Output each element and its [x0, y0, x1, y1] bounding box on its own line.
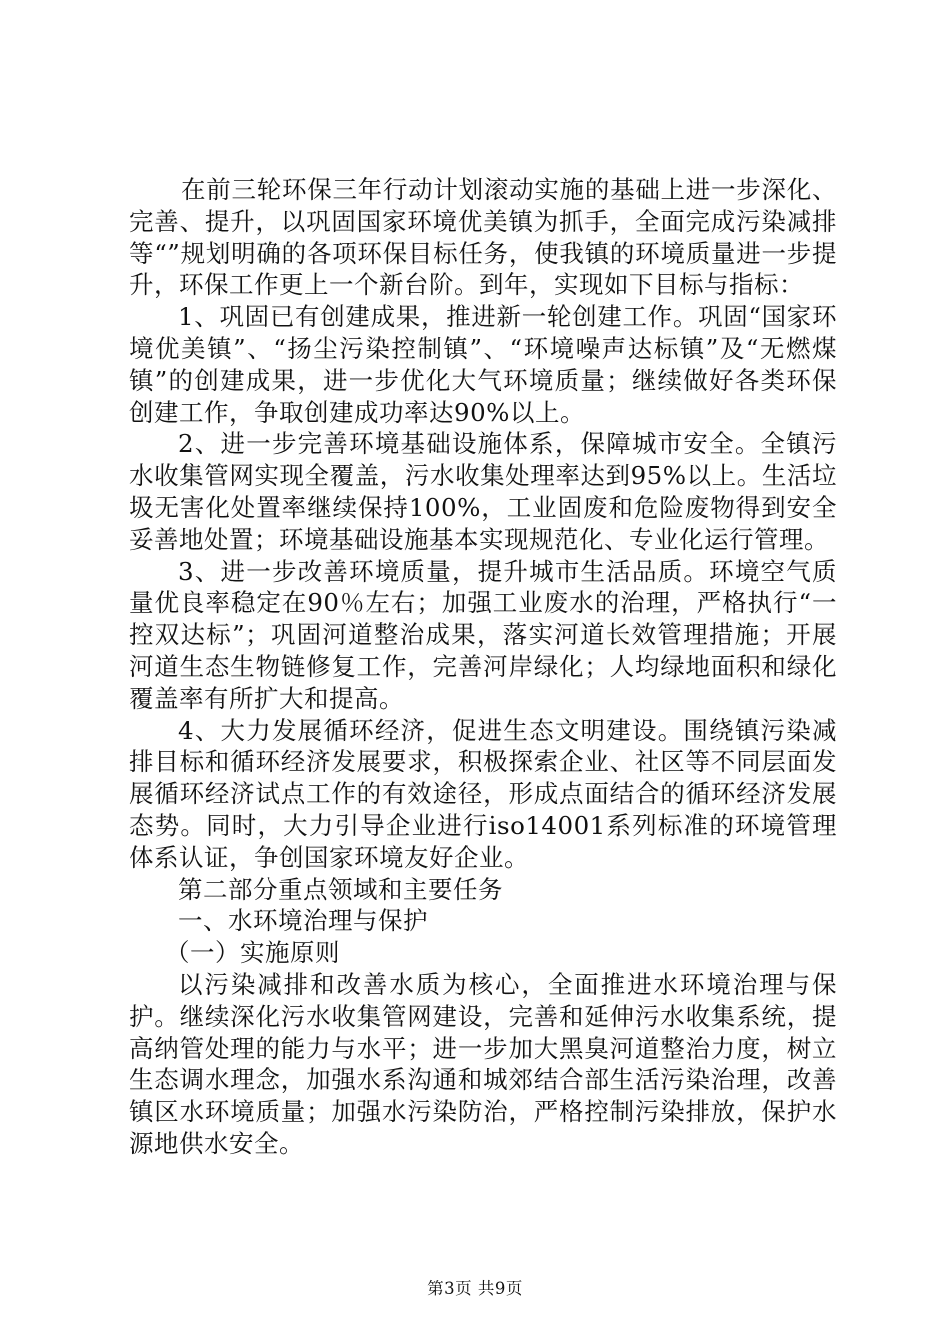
document-body [129, 174, 837, 1160]
goal-paragraph-1: 1、巩固已有创建成果，推进新一轮创建工作。巩固“国家环境优美镇”、“扬尘污染控制镇”、“环境噪声达标镇”及“无燃煤镇”的创建成果，进一步优化大气环境质量；继续做好各类环保创建工作，争取创建成功率达90%以上。 [129, 302, 837, 427]
sub-subsection-title: （一）实施原则 [165, 938, 340, 968]
section-title: 第二部分重点领域和主要任务 [178, 874, 503, 904]
principle-paragraph: 以污染减排和改善水质为核心，全面推进水环境治理与保护。继续深化污水收集管网建设，完善和延伸污水收集系统，提高纳管处理的能力与水平；进一步加大黑臭河道整治力度，树立生态调水理念，加强水系沟通和城郊结合部生活污染治理，改善镇区水环境质量；加强水污染防治，严格控制污染排放，保护水源地供水安全。 [129, 969, 837, 1158]
goal-paragraph-3: 3、进一步改善环境质量，提升城市生活品质。环境空气质量优良率稳定在90％左右；加强工业废水的治理，严格执行“一控双达标”；巩固河道整治成果，落实河道长效管理措施；开展河道生态生物链修复工作，完善河岸绿化；人均绿地面积和绿化覆盖率有所扩大和提高。 [129, 556, 837, 713]
intro-paragraph: 在前三轮环保三年行动计划滚动实施的基础上进一步深化、完善、提升，以巩固国家环境优美镇为抓手，全面完成污染减排等“”规划明确的各项环保目标任务，使我镇的环境质量进一步提升，环保工作更上一个新台阶。到年，实现如下目标与指标： [129, 175, 837, 300]
goal-paragraph-4: 4、大力发展循环经济，促进生态文明建设。围绕镇污染减排目标和循环经济发展要求，积极探索企业、社区等不同层面发展循环经济试点工作的有效途径，形成点面结合的循环经济发展态势。同时，大力引导企业进行iso14001系列标准的环境管理体系认证，争创国家环境友好企业。 [129, 715, 837, 872]
goal-paragraph-2: 2、进一步完善环境基础设施体系，保障城市安全。全镇污水收集管网实现全覆盖，污水收集处理率达到95%以上。生活垃圾无害化处置率继续保持100%，工业固废和危险废物得到安全妥善地处置；环境基础设施基本实现规范化、专业化运行管理。 [129, 429, 837, 554]
subsection-title: 一、水环境治理与保护 [178, 906, 428, 936]
page-number-footer: 第3页 共9页 [427, 1279, 523, 1298]
